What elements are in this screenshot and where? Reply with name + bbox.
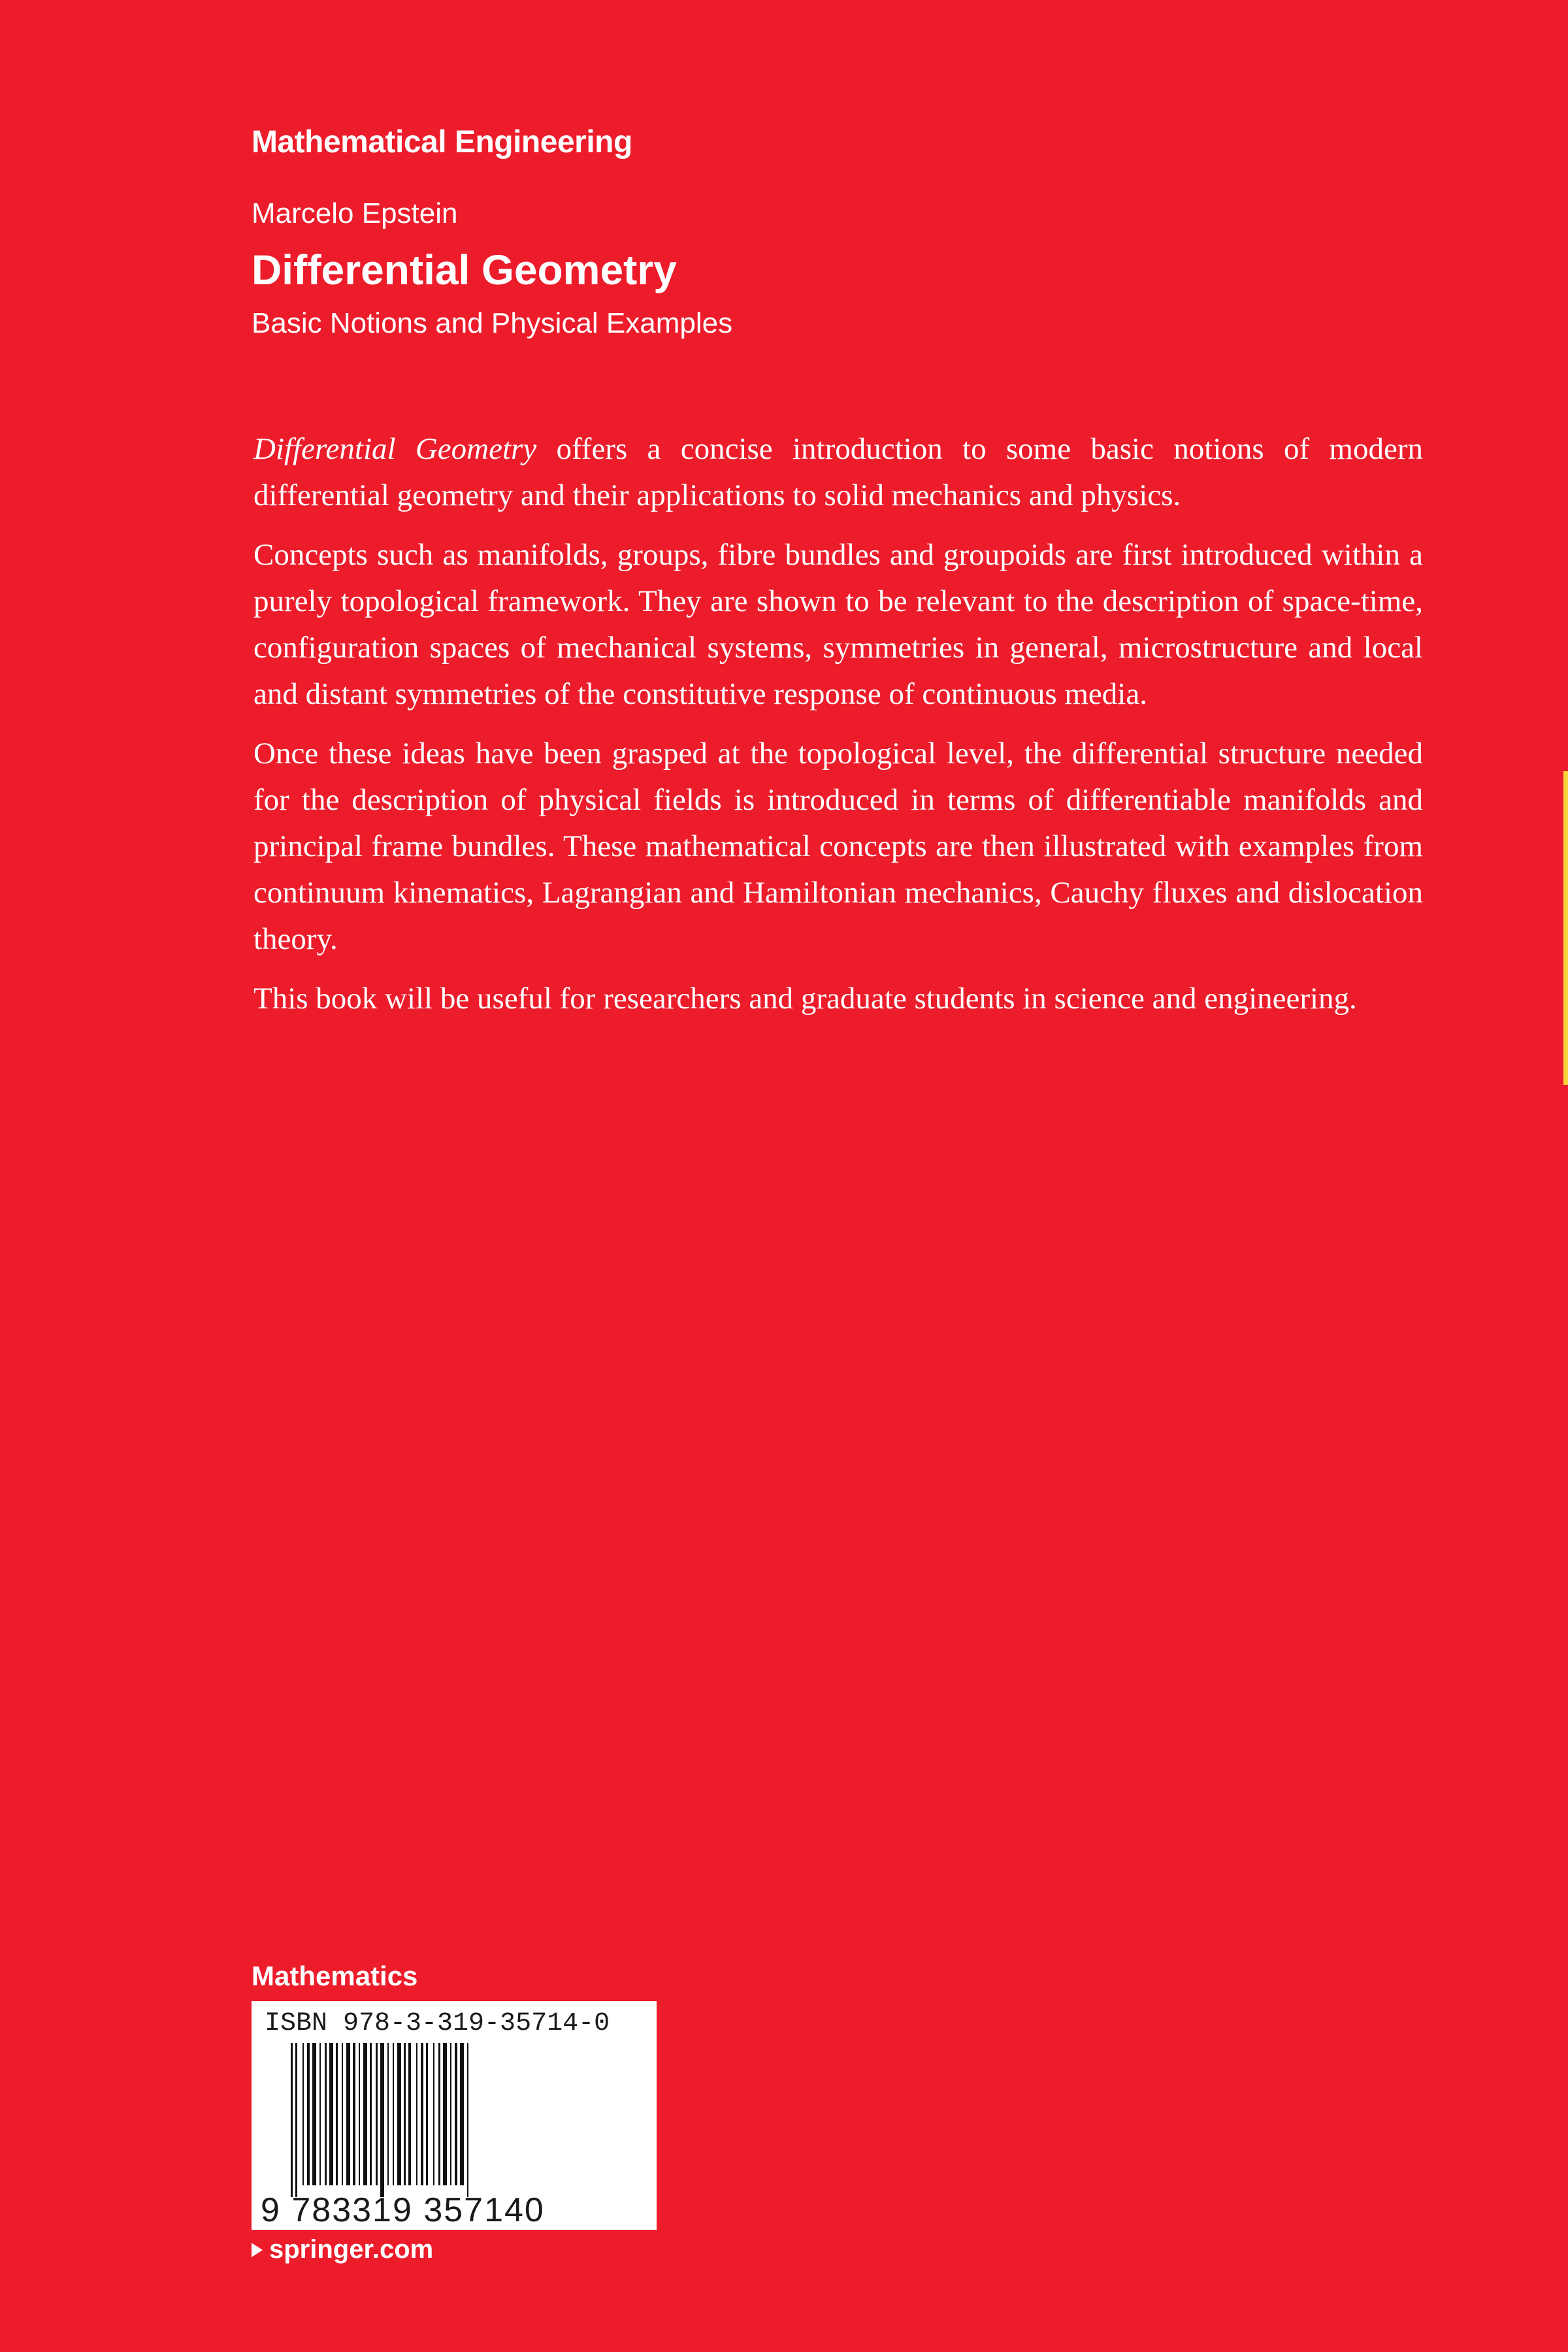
isbn-label: ISBN 978-3-319-35714-0 bbox=[265, 2009, 610, 2038]
barcode-bar bbox=[319, 2043, 321, 2185]
ean-digits: 9 783319 357140 bbox=[261, 2191, 545, 2229]
series-name: Mathematical Engineering bbox=[252, 125, 632, 159]
barcode-bar bbox=[416, 2043, 417, 2185]
arrow-right-icon bbox=[252, 2243, 263, 2257]
barcode-bar bbox=[307, 2043, 310, 2185]
barcode-bar bbox=[433, 2043, 434, 2185]
publisher-url: springer.com bbox=[269, 2235, 434, 2264]
barcode-bar bbox=[380, 2043, 384, 2197]
spine-edge bbox=[1563, 771, 1568, 1085]
blurb-paragraph-2: Concepts such as manifolds, groups, fibre bundles and groupoids are first introduced within a purely topological framework. They are shown to be relevant to the description of space-time, configuration spaces of mechanical systems, symmetries in general, microstructure and local and distant symmetries of the constitutive response of continuous media. bbox=[253, 538, 1423, 711]
barcode-bar bbox=[291, 2043, 293, 2197]
blurb-text bbox=[253, 426, 1423, 1035]
barcode-bar bbox=[329, 2043, 333, 2185]
barcode-bar bbox=[346, 2043, 350, 2185]
blurb-paragraph-4: This book will be useful for researchers and graduate students in science and engineering. bbox=[253, 982, 1357, 1016]
barcode-bar bbox=[408, 2043, 411, 2185]
barcode-box bbox=[252, 2001, 657, 2230]
blurb-paragraph-3: Once these ideas have been grasped at the topological level, the differential structure needed for the description of physical fields is introduced in terms of differentiable manifolds and principal frame bundles. These mathematical concepts are then illustrated with examples from continuum kinematics, Lagrangian and Hamiltonian mechanics, Cauchy fluxes and dislocation theory. bbox=[253, 737, 1423, 956]
barcode-bar bbox=[455, 2043, 457, 2185]
barcode-bar bbox=[421, 2043, 423, 2185]
barcode-bar bbox=[312, 2043, 316, 2185]
blurb-paragraph-1 bbox=[253, 426, 1423, 519]
blurb-paragraph-1-text: offers a concise introduction to some basic notions of modern differential geometry and their applications to solid mechanics and physics. bbox=[253, 432, 1424, 512]
barcode-bar bbox=[370, 2043, 372, 2185]
barcode-bar bbox=[295, 2043, 297, 2197]
author-name: Marcelo Epstein bbox=[252, 197, 458, 229]
barcode-bar bbox=[359, 2043, 360, 2185]
book-subtitle: Basic Notions and Physical Examples bbox=[252, 307, 733, 339]
barcode-bar bbox=[438, 2043, 440, 2185]
barcode-bar bbox=[460, 2043, 464, 2185]
barcode-bar bbox=[325, 2043, 327, 2185]
barcode-bar bbox=[443, 2043, 447, 2185]
barcode-bar bbox=[467, 2043, 468, 2197]
barcode-bar bbox=[342, 2043, 343, 2185]
subject-category: Mathematics bbox=[252, 1961, 418, 1991]
barcode-bar bbox=[426, 2043, 428, 2185]
barcode-bar bbox=[302, 2043, 304, 2185]
book-title: Differential Geometry bbox=[252, 246, 677, 293]
barcode-bar bbox=[336, 2043, 338, 2185]
barcode-bar bbox=[387, 2043, 389, 2185]
barcode-bar bbox=[404, 2043, 406, 2185]
barcode-bar bbox=[353, 2043, 355, 2185]
publisher-link[interactable] bbox=[252, 2235, 433, 2264]
barcode-bar bbox=[376, 2043, 378, 2185]
barcode-bar bbox=[450, 2043, 451, 2185]
barcode-bar bbox=[393, 2043, 394, 2185]
blurb-title-italic: Differential Geometry bbox=[253, 432, 537, 466]
barcode-bar bbox=[397, 2043, 401, 2185]
barcode-bar bbox=[363, 2043, 367, 2185]
